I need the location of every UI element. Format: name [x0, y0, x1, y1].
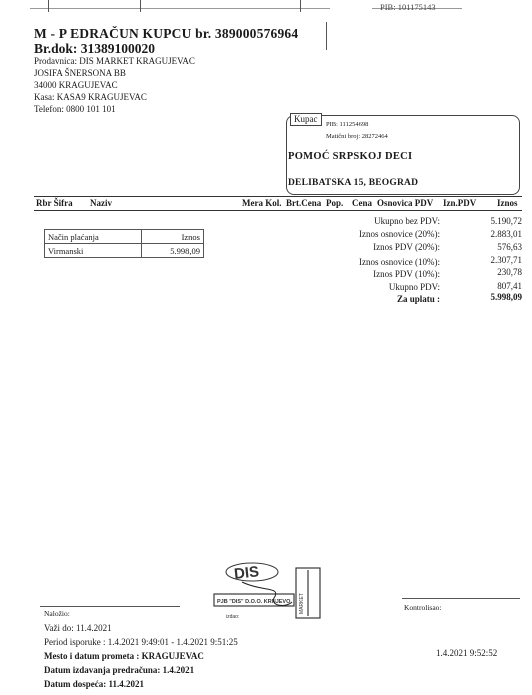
document-title: M - P EDRAČUN KUPCU br. 389000576964 [34, 26, 299, 41]
payment-table [44, 229, 204, 258]
buyer-pib: PIB: 111254698 [326, 121, 369, 128]
buyer-registration: Matični broj: 28272464 [326, 133, 388, 140]
top-rule [30, 8, 330, 9]
nalozio-line [40, 606, 180, 607]
nalozio-label: Naložio: [44, 609, 70, 618]
payment-amount: 5.998,09 [142, 244, 204, 258]
payment-amount-header: Iznos [142, 230, 204, 244]
stamp-sub: izdao: [226, 614, 240, 620]
payment-row [45, 244, 204, 258]
summary-value: 807,41 [497, 281, 522, 291]
summary-label: Ukupno bez PDV: [374, 216, 440, 226]
summary-label: Ukupno PDV: [388, 282, 440, 292]
payment-method-header: Način plaćanja [45, 230, 142, 244]
delivery-period: Period isporuke : 1.4.2021 9:49:01 - 1.4.2021 9:51:25 [44, 637, 238, 647]
summary-value: 230,78 [497, 267, 522, 277]
col-iznos: Iznos [497, 198, 518, 208]
col-osnovica-pdv: Osnovica PDV [377, 198, 434, 208]
summary-label: Iznos osnovice (20%): [359, 229, 440, 239]
seller-phone: Telefon: 0800 101 101 [34, 104, 116, 114]
col-pop: Pop. [326, 198, 344, 208]
scan-mark [48, 0, 49, 12]
kontrolisao-line [402, 598, 520, 599]
scan-mark [326, 22, 327, 50]
col-izn-pdv: Izn.PDV [443, 198, 477, 208]
col-brt-cena: Brt.Cena [286, 198, 322, 208]
buyer-address: DELIBATSKA 15, BEOGRAD [288, 178, 419, 188]
summary-total-label: Za uplatu : [396, 294, 440, 304]
col-rbr-sifra: Rbr Šifra [36, 198, 73, 208]
due-date: Datum dospeća: 11.4.2021 [44, 679, 145, 689]
valid-until: Važi do: 11.4.2021 [44, 623, 112, 633]
company-stamp [212, 558, 324, 622]
summary-label: Iznos PDV (20%): [373, 242, 440, 252]
top-pib: PIB: 101175143 [380, 2, 436, 12]
summary-label: Iznos osnovice (10%): [359, 257, 440, 267]
col-cena: Cena [352, 198, 372, 208]
seller-register: Kasa: KASA9 KRAGUJEVAC [34, 92, 147, 102]
summary-total-value: 5.998,09 [490, 292, 522, 302]
col-mera-kol: Mera Kol. [242, 198, 282, 208]
scan-mark [140, 0, 141, 12]
stamp-side: MARKET [299, 593, 305, 614]
seller-store: Prodavnica: DIS MARKET KRAGUJEVAC [34, 56, 195, 66]
payment-header-row [45, 230, 204, 244]
table-header-rule [34, 210, 522, 211]
summary-value: 5.190,72 [490, 216, 522, 226]
buyer-name: POMOĆ SRPSKOJ DECI [288, 151, 413, 162]
summary-value: 576,63 [497, 242, 522, 252]
col-naziv: Naziv [90, 198, 112, 208]
kontrolisao-label: Kontrolisao: [404, 603, 442, 612]
buyer-tag: Kupac [290, 113, 322, 126]
summary-value: 2.883,01 [490, 229, 522, 239]
document-number: Br.dok: 31389100020 [34, 41, 156, 56]
seller-street: JOSIFA ŠNERSONA BB [34, 68, 126, 78]
seller-city: 34000 KRAGUJEVAC [34, 80, 118, 90]
table-top-rule [34, 196, 522, 197]
issue-date: Datum izdavanja predračuna: 1.4.2021 [44, 665, 195, 675]
summary-label: Iznos PDV (10%): [373, 269, 440, 279]
stamp-brand: DIS [233, 563, 260, 583]
summary-value: 2.307,71 [490, 255, 522, 265]
scan-mark [300, 0, 301, 12]
print-timestamp: 1.4.2021 9:52:52 [436, 648, 498, 658]
stamp-company: PJB "DIS" D.O.O. KRNJEVO [217, 599, 291, 605]
place-date: Mesto i datum prometa : KRAGUJEVAC [44, 651, 204, 661]
payment-method: Virmanski [45, 244, 142, 258]
